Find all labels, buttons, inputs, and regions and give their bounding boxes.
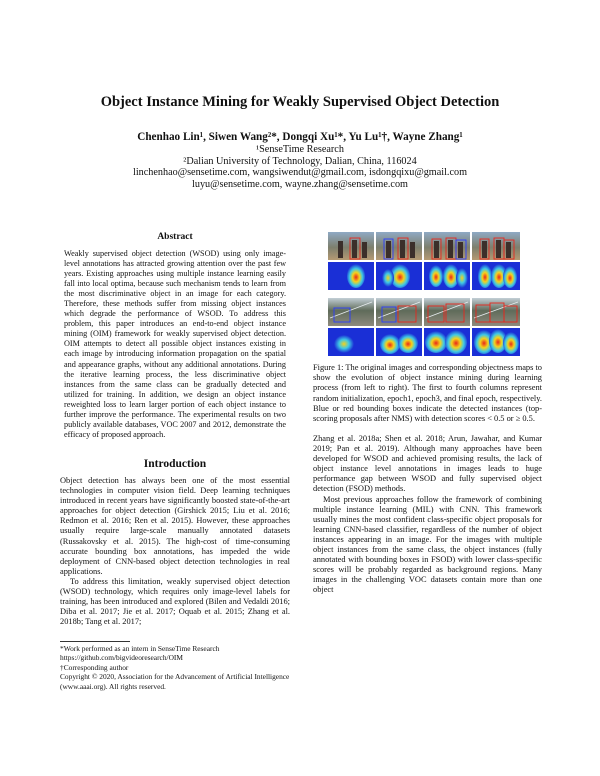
paper-title: Object Instance Mining for Weakly Supervised Object Detection	[100, 94, 500, 110]
footnote-1: *Work performed as an intern in SenseTime Research	[60, 644, 220, 653]
right-paragraph-1: Zhang et al. 2018a; Shen et al. 2018; Arun, Jawahar, and Kumar 2019; Pan et al. 2019). Although many approaches have been developed for WSOD and achieved promising results, the lack of object instance level annotations in images leads to huge performance gap between WSOD and fully supervised object detection (FSOD) methods.	[313, 434, 542, 494]
affiliation-1: ¹SenseTime Research	[256, 144, 344, 155]
figure-1-image-grid	[328, 232, 520, 356]
row-2-objectness-maps	[328, 262, 520, 290]
row-4-objectness-maps	[328, 328, 520, 356]
introduction-heading: Introduction	[143, 458, 207, 470]
abstract-text: Weakly supervised object detection (WSOD) using only image-level annotations has attracted growing attention over the past few years. Existing approaches using multiple instance learning easily fall into local optima, because such mechanism tends to learn from the most discriminative object in an image for each category. Therefore, these methods suffer from missing object instances which degrade the performance of WSOD. To address this problem, this paper introduces an end-to-end object instance mining (OIM) framework for weakly supervised object detection. OIM attempts to detect all possible object instances existing in each image by introducing information propagation on the spatial and appearance graphs, without any additional annotations. During the iterative learning process, the less discriminative object instances from the same class can be gradually detected and utilized for training. In addition, we design an object instance reweighted loss to learn larger portion of each object instance to further improve the performance. The experimental results on two publicly available databases, VOC 2007 and 2012, demonstrate the efficacy of proposed approach.	[64, 249, 286, 439]
author-emails-1: linchenhao@sensetime.com, wangsiwendut@gmail.com, isdongqixu@gmail.com	[133, 167, 467, 179]
footnote-2[interactable]: https://github.com/bigvideoresearch/OIM	[60, 653, 183, 663]
abstract-heading: Abstract	[157, 232, 193, 242]
right-paragraph-2: Most previous approaches follow the framework of combining multiple instance learning (MIL) with CNN. This framework usually mines the most confident class-specific object proposals for learning CNN-based classifier, regardless of the number of object instances appearing in an image. For the images with multiple object instances from the same class, the object instances (fully annotated with bounding boxes in FSOD) with lower class-specific scores will be probably regarded as background regions. Many images in the challenging VOC datasets contain more than one object	[313, 494, 542, 595]
author-names: Chenhao Lin¹, Siwen Wang²*, Dongqi Xu¹*, Yu Lu¹†, Wayne Zhang¹	[137, 131, 463, 143]
copyright-notice: Copyright © 2020, Association for the Advancement of Artificial Intelligence (www.aaai.org). All rights reserved.	[60, 672, 290, 691]
footnotes	[60, 641, 290, 691]
row-3-photos	[328, 298, 520, 326]
author-emails-2: luyu@sensetime.com, wayne.zhang@sensetime.com	[192, 178, 408, 190]
right-column-text	[313, 434, 542, 596]
figure-1-caption: Figure 1: The original images and corresponding objectness maps to show the evolution of object instance mining during learning process (from left to right). The first to fourth columns represent random initialization, epoch1, epoch3, and final epoch, respectively. Blue or red bounding boxes indicate the detected instances (top-scoring proposals after NMS) with detection scores < 0.5 or ≥ 0.5.	[313, 363, 542, 424]
footnote-3: †Corresponding author	[60, 662, 129, 672]
intro-paragraph-1: Object detection has always been one of the most essential technologies in computer vision field. Deep learning techniques introduced in recent years have significantly boosted state-of-the-art approaches for object detection (Girshick 2015; Liu et al. 2016; Redmon et al. 2016; Ren et al. 2015). However, these approaches usually require large-scale manually annotated datasets (Russakovsky et al. 2015). The high-cost of time-consuming accurate bounding box annotations, has impeded the wide deployment of CNN-based object detection technologies in real applications.	[60, 476, 290, 576]
row-1-photos	[328, 232, 520, 260]
intro-paragraph-2: To address this limitation, weakly supervised object detection (WSOD) technology, which requires only image-level labels for training, has been introduced and explored (Bilen and Vedaldi 2016; Diba et al. 2017; Jie et al. 2017; Oquab et al. 2015; Zhang et al. 2018b; Tang et al. 2017;	[60, 576, 290, 627]
author-block	[0, 131, 600, 190]
introduction-text	[60, 476, 290, 627]
footnote-rule	[60, 641, 130, 642]
affiliation-2: ²Dalian University of Technology, Dalian, China, 116024	[183, 155, 417, 167]
